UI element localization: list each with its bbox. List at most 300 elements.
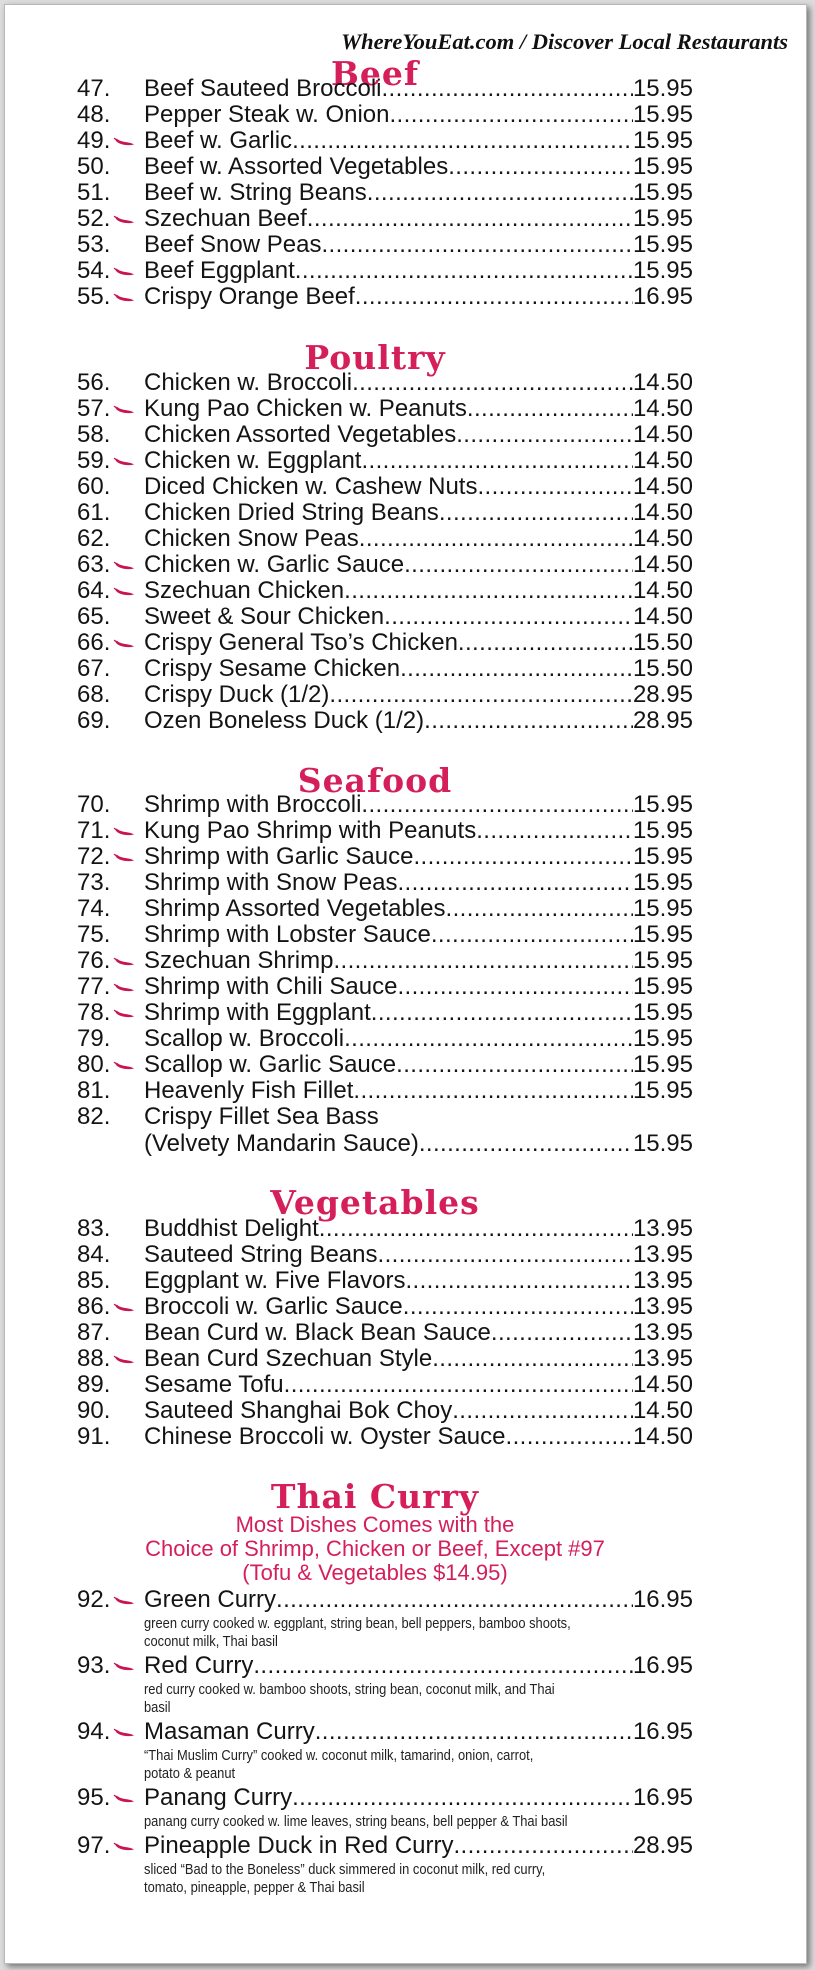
item-price: 14.50: [632, 577, 693, 604]
item-name: Scallop w. Garlic Sauce: [144, 1051, 397, 1078]
item-line: [144, 153, 693, 180]
item-name: Shrimp with Lobster Sauce: [144, 921, 431, 948]
item-price: 13.95: [632, 1241, 693, 1268]
item-name-first-line: Crispy Fillet Sea Bass: [144, 1103, 379, 1130]
menu-item-92: [67, 1586, 693, 1613]
item-number: 87.: [77, 1319, 111, 1346]
menu-item-84: [67, 1241, 693, 1268]
item-number: 76.: [77, 947, 111, 974]
curry-note-line-3: (Tofu & Vegetables $14.95): [242, 1560, 508, 1585]
dot-leader: [405, 1267, 632, 1294]
item-line: [144, 179, 693, 206]
item-number: 86.: [77, 1293, 111, 1320]
dot-leader: [397, 973, 633, 1000]
menu-item-75: [67, 921, 693, 948]
dot-leader: [295, 257, 633, 284]
item-number: 73.: [77, 869, 111, 896]
item-number: 75.: [77, 921, 111, 948]
item-number: 83.: [77, 1215, 111, 1242]
item-name: Shrimp Assorted Vegetables: [144, 895, 446, 922]
item-number: 94.: [77, 1718, 111, 1745]
item-number: 62.: [77, 525, 111, 552]
dot-leader: [344, 577, 633, 604]
menu-item-74: [67, 895, 693, 922]
item-number: 71.: [77, 817, 111, 844]
menu-item-52: [67, 205, 693, 232]
item-price: 15.95: [632, 127, 693, 154]
item-price: 15.95: [632, 895, 693, 922]
menu-item-56: [67, 369, 693, 396]
chili-pepper-icon: [113, 1009, 135, 1018]
item-price: 15.95: [632, 921, 693, 948]
item-description-line-2: potato & peanut: [144, 1765, 236, 1782]
item-number: 58.: [77, 421, 111, 448]
item-line: [144, 101, 693, 128]
chili-pepper-icon: [113, 1842, 135, 1851]
dot-leader: [361, 447, 632, 474]
item-line: [144, 1051, 693, 1078]
item-line: [144, 1832, 693, 1859]
chili-pepper-icon: [113, 957, 135, 966]
item-number: 72.: [77, 843, 111, 870]
item-price: 15.95: [632, 1077, 693, 1104]
item-line: [144, 127, 693, 154]
menu-item-87: [67, 1319, 693, 1346]
item-name: Shrimp with Eggplant: [144, 999, 371, 1026]
item-price: 16.95: [632, 1784, 693, 1811]
item-line: [144, 473, 693, 500]
dot-leader: [352, 369, 633, 396]
item-number: 57.: [77, 395, 111, 422]
item-line: [144, 499, 693, 526]
item-price: 16.95: [632, 283, 693, 310]
item-price: 14.50: [632, 1423, 693, 1450]
chili-pepper-icon: [113, 853, 135, 862]
dot-leader: [389, 101, 632, 128]
dot-leader: [378, 1241, 633, 1268]
item-line: [144, 791, 693, 818]
item-name: Chicken Assorted Vegetables: [144, 421, 457, 448]
menu-item-77: [67, 973, 693, 1000]
item-price: 14.50: [632, 603, 693, 630]
item-number: 64.: [77, 577, 111, 604]
item-name: Heavenly Fish Fillet: [144, 1077, 354, 1104]
item-name: Sauteed String Beans: [144, 1241, 378, 1268]
dot-leader: [371, 999, 633, 1026]
item-name: Pepper Steak w. Onion: [144, 101, 390, 128]
item-line: [144, 947, 693, 974]
item-number: 50.: [77, 153, 111, 180]
item-line: [144, 921, 693, 948]
item-name: Pineapple Duck in Red Curry: [144, 1832, 454, 1859]
item-price: 15.95: [632, 75, 693, 102]
item-name: Chicken w. Eggplant: [144, 447, 362, 474]
site-banner: WhereYouEat.com / Discover Local Restaurants: [341, 29, 788, 54]
item-name: Green Curry: [144, 1586, 277, 1613]
item-name: (Velvety Mandarin Sauce): [144, 1130, 419, 1157]
item-line: [144, 395, 693, 422]
item-name: Crispy General Tso’s Chicken: [144, 629, 458, 656]
item-line: [144, 1718, 693, 1745]
item-line: [144, 1241, 693, 1268]
item-name: Bean Curd w. Black Bean Sauce: [144, 1319, 491, 1346]
chili-pepper-icon: [113, 1596, 135, 1605]
item-number: 52.: [77, 205, 111, 232]
section-title-seafood: Seafood: [297, 761, 453, 800]
dot-leader: [276, 1586, 633, 1613]
item-price: 13.95: [632, 1215, 693, 1242]
chili-pepper-icon: [113, 1061, 135, 1070]
chili-pepper-icon: [113, 587, 135, 596]
item-line: [144, 205, 693, 232]
item-number: 65.: [77, 603, 111, 630]
item-name: Red Curry: [144, 1652, 254, 1679]
menu-item-57: [67, 395, 693, 422]
menu-item-71: [67, 817, 693, 844]
item-line: [144, 999, 693, 1026]
menu-item-54: [67, 257, 693, 284]
item-line: [144, 257, 693, 284]
item-name: Buddhist Delight: [144, 1215, 319, 1242]
item-name: Sesame Tofu: [144, 1371, 284, 1398]
menu-item-91: [67, 1423, 693, 1450]
item-line: [144, 1397, 693, 1424]
item-number: 61.: [77, 499, 111, 526]
dot-leader: [329, 681, 633, 708]
menu-item-58: [67, 421, 693, 448]
menu-item-73: [67, 869, 693, 896]
item-number: 63.: [77, 551, 111, 578]
item-price: 15.95: [632, 947, 693, 974]
menu-item-50: [67, 153, 693, 180]
menu-item-88: [67, 1345, 693, 1372]
item-number: 81.: [77, 1077, 111, 1104]
menu-item-97: [67, 1832, 693, 1859]
item-price: 15.95: [632, 999, 693, 1026]
menu-item-86: [67, 1293, 693, 1320]
menu-item-64: [67, 577, 693, 604]
menu-item-62: [67, 525, 693, 552]
item-name: Beef Snow Peas: [144, 231, 322, 258]
item-name: Kung Pao Chicken w. Peanuts: [144, 395, 467, 422]
item-line: [144, 629, 693, 656]
dot-leader: [491, 1319, 633, 1346]
chili-pepper-icon: [113, 827, 135, 836]
item-number: 60.: [77, 473, 111, 500]
dot-leader: [403, 1293, 633, 1320]
item-name: Panang Curry: [144, 1784, 293, 1811]
menu-item-66: [67, 629, 693, 656]
item-number: 54.: [77, 257, 111, 284]
item-line: [144, 1345, 693, 1372]
item-name: Diced Chicken w. Cashew Nuts: [144, 473, 478, 500]
chili-pepper-icon: [113, 457, 135, 466]
item-number: 56.: [77, 369, 111, 396]
item-line: [144, 447, 693, 474]
chili-pepper-icon: [113, 983, 135, 992]
item-name: Eggplant w. Five Flavors: [144, 1267, 406, 1294]
item-price: 15.95: [632, 205, 693, 232]
item-number: 92.: [77, 1586, 111, 1613]
dot-leader: [321, 231, 632, 258]
chili-pepper-icon: [113, 1355, 135, 1364]
item-number: 90.: [77, 1397, 111, 1424]
section-title-thai-curry: Thai Curry: [270, 1477, 480, 1516]
item-line: [144, 1652, 693, 1679]
item-price: 15.95: [632, 1025, 693, 1052]
item-line: [144, 421, 693, 448]
item-price: 15.95: [632, 153, 693, 180]
item-number: 53.: [77, 231, 111, 258]
item-line: [144, 681, 693, 708]
item-line: [144, 1784, 693, 1811]
item-price: 16.95: [632, 1586, 693, 1613]
dot-leader: [367, 179, 633, 206]
section-title-beef: Beef: [330, 54, 420, 93]
menu-item-53: [67, 231, 693, 258]
dot-leader: [452, 1397, 633, 1424]
item-price: 14.50: [632, 473, 693, 500]
dot-leader: [315, 1718, 633, 1745]
item-price: 15.95: [632, 817, 693, 844]
item-price: 15.95: [632, 231, 693, 258]
dot-leader: [446, 895, 633, 922]
item-price: 15.95: [632, 1051, 693, 1078]
dot-leader: [419, 1130, 633, 1157]
item-number: 91.: [77, 1423, 111, 1450]
dot-leader: [448, 153, 633, 180]
item-number: 95.: [77, 1784, 111, 1811]
dot-leader: [506, 1423, 633, 1450]
dot-leader: [381, 75, 632, 102]
item-price: 14.50: [632, 447, 693, 474]
item-name: Beef w. Garlic: [144, 127, 293, 154]
menu-item-76: [67, 947, 693, 974]
item-line: [144, 1077, 693, 1104]
item-price: 13.95: [632, 1319, 693, 1346]
item-price: 14.50: [632, 421, 693, 448]
dot-leader: [361, 791, 633, 818]
menu-item-61: [67, 499, 693, 526]
section-title-vegetables: Vegetables: [270, 1183, 480, 1222]
menu-item-72: [67, 843, 693, 870]
item-price: 28.95: [632, 1832, 693, 1859]
item-number: 59.: [77, 447, 111, 474]
item-description-line-1: red curry cooked w. bamboo shoots, string bean, coconut milk, and Thai: [144, 1681, 555, 1698]
item-price: 14.50: [632, 1397, 693, 1424]
dot-leader: [359, 525, 633, 552]
item-line: [144, 603, 693, 630]
menu-item-69: [67, 707, 693, 734]
dot-leader: [344, 1025, 633, 1052]
dot-leader: [333, 947, 633, 974]
chili-pepper-icon: [113, 1662, 135, 1671]
item-description-line-1: sliced “Bad to the Boneless” duck simmered in coconut milk, red curry,: [144, 1861, 546, 1878]
item-price: 15.95: [632, 869, 693, 896]
item-line: [144, 283, 693, 310]
item-line: [144, 1371, 693, 1398]
menu-item-59: [67, 447, 693, 474]
menu-item-68: [67, 681, 693, 708]
menu-item-65: [67, 603, 693, 630]
item-line: [144, 231, 693, 258]
item-number: 51.: [77, 179, 111, 206]
dot-leader: [453, 1832, 632, 1859]
chili-pepper-icon: [113, 639, 135, 648]
item-price: 14.50: [632, 395, 693, 422]
menu-item-94: [67, 1718, 693, 1745]
item-name: Shrimp with Chili Sauce: [144, 973, 398, 1000]
item-price: 13.95: [632, 1293, 693, 1320]
menu-item-81: [67, 1077, 693, 1104]
item-line: [144, 655, 693, 682]
item-number: 47.: [77, 75, 111, 102]
item-number: 82.: [77, 1103, 111, 1130]
chili-pepper-icon: [113, 137, 135, 146]
item-price: 15.95: [632, 257, 693, 284]
item-line: [144, 1025, 693, 1052]
menu-item-70: [67, 791, 693, 818]
item-line: [144, 817, 693, 844]
item-price: 15.95: [632, 1130, 693, 1157]
item-name: Shrimp with Snow Peas: [144, 869, 398, 896]
item-name: Beef Sauteed Broccoli: [144, 75, 382, 102]
menu-item-51: [67, 179, 693, 206]
dot-leader: [413, 843, 633, 870]
menu-item-82: [67, 1103, 693, 1157]
item-name: Chicken Dried String Beans: [144, 499, 439, 526]
chili-pepper-icon: [113, 1794, 135, 1803]
dot-leader: [458, 629, 633, 656]
menu-item-80: [67, 1051, 693, 1078]
dot-leader: [477, 473, 632, 500]
item-name: Crispy Orange Beef: [144, 283, 355, 310]
item-name: Shrimp with Garlic Sauce: [144, 843, 414, 870]
item-line: [144, 843, 693, 870]
item-price: 14.50: [632, 551, 693, 578]
item-number: 78.: [77, 999, 111, 1026]
item-line: [144, 1586, 693, 1613]
item-name: Masaman Curry: [144, 1718, 315, 1745]
dot-leader: [431, 921, 633, 948]
item-price: 16.95: [632, 1718, 693, 1745]
item-number: 80.: [77, 1051, 111, 1078]
dot-leader: [424, 707, 633, 734]
menu-item-67: [67, 655, 693, 682]
item-price: 14.50: [632, 525, 693, 552]
chili-pepper-icon: [113, 267, 135, 276]
item-price: 15.95: [632, 791, 693, 818]
dot-leader: [253, 1652, 633, 1679]
item-description-line-2: tomato, pineapple, pepper & Thai basil: [144, 1879, 365, 1896]
curry-note-line-2: Choice of Shrimp, Chicken or Beef, Except #97: [145, 1536, 605, 1561]
item-price: 16.95: [632, 1652, 693, 1679]
dot-leader: [476, 817, 633, 844]
item-number: 69.: [77, 707, 111, 734]
item-price: 15.95: [632, 843, 693, 870]
item-line: [144, 895, 693, 922]
item-name: Sweet & Sour Chicken: [144, 603, 385, 630]
item-number: 88.: [77, 1345, 111, 1372]
dot-leader: [400, 655, 633, 682]
chili-pepper-icon: [113, 215, 135, 224]
item-name: Crispy Duck (1/2): [144, 681, 330, 708]
item-number: 55.: [77, 283, 111, 310]
item-name: Szechuan Shrimp: [144, 947, 334, 974]
menu-item-60: [67, 473, 693, 500]
item-name: Beef Eggplant: [144, 257, 295, 284]
menu-item-85: [67, 1267, 693, 1294]
item-line: [144, 1423, 693, 1450]
item-name: Chicken w. Broccoli: [144, 369, 353, 396]
menu-item-89: [67, 1371, 693, 1398]
item-number: 66.: [77, 629, 111, 656]
dot-leader: [353, 1077, 633, 1104]
menu-item-83: [67, 1215, 693, 1242]
item-number: 85.: [77, 1267, 111, 1294]
item-name: Szechuan Beef: [144, 205, 307, 232]
item-name: Szechuan Chicken: [144, 577, 345, 604]
chili-pepper-icon: [113, 1303, 135, 1312]
item-number: 79.: [77, 1025, 111, 1052]
item-price: 15.95: [632, 973, 693, 1000]
chili-pepper-icon: [113, 405, 135, 414]
dot-leader: [456, 421, 633, 448]
item-name: Broccoli w. Garlic Sauce: [144, 1293, 403, 1320]
dot-leader: [467, 395, 633, 422]
item-price: 15.95: [632, 101, 693, 128]
item-line: [144, 1215, 693, 1242]
chili-pepper-icon: [113, 293, 135, 302]
item-number: 97.: [77, 1832, 111, 1859]
item-line: [144, 525, 693, 552]
item-number: 84.: [77, 1241, 111, 1268]
item-price: 15.50: [632, 629, 693, 656]
dot-leader: [397, 869, 632, 896]
item-name: Ozen Boneless Duck (1/2): [144, 707, 425, 734]
menu-item-93: [67, 1652, 693, 1679]
item-line: [144, 973, 693, 1000]
item-name: Shrimp with Broccoli: [144, 791, 362, 818]
menu-item-55: [67, 283, 693, 310]
item-price: 15.50: [632, 655, 693, 682]
item-description-line-2: coconut milk, Thai basil: [144, 1633, 278, 1650]
menu-page: [4, 4, 807, 1964]
item-line: [144, 869, 693, 896]
item-line: [144, 577, 693, 604]
item-price: 15.95: [632, 179, 693, 206]
item-number: 68.: [77, 681, 111, 708]
item-number: 49.: [77, 127, 111, 154]
item-line: [144, 551, 693, 578]
item-name: Crispy Sesame Chicken: [144, 655, 401, 682]
item-line: [144, 369, 693, 396]
item-line: [144, 1319, 693, 1346]
item-number: 70.: [77, 791, 111, 818]
item-price: 28.95: [632, 707, 693, 734]
item-line: [144, 1130, 693, 1157]
dot-leader: [404, 551, 633, 578]
item-number: 93.: [77, 1652, 111, 1679]
dot-leader: [307, 205, 633, 232]
item-price: 13.95: [632, 1267, 693, 1294]
item-line: [144, 75, 693, 102]
menu-item-63: [67, 551, 693, 578]
dot-leader: [355, 283, 633, 310]
item-description-line-1: “Thai Muslim Curry” cooked w. coconut milk, tamarind, onion, carrot,: [144, 1747, 534, 1764]
item-name: Beef w. Assorted Vegetables: [144, 153, 449, 180]
menu-item-95: [67, 1784, 693, 1811]
